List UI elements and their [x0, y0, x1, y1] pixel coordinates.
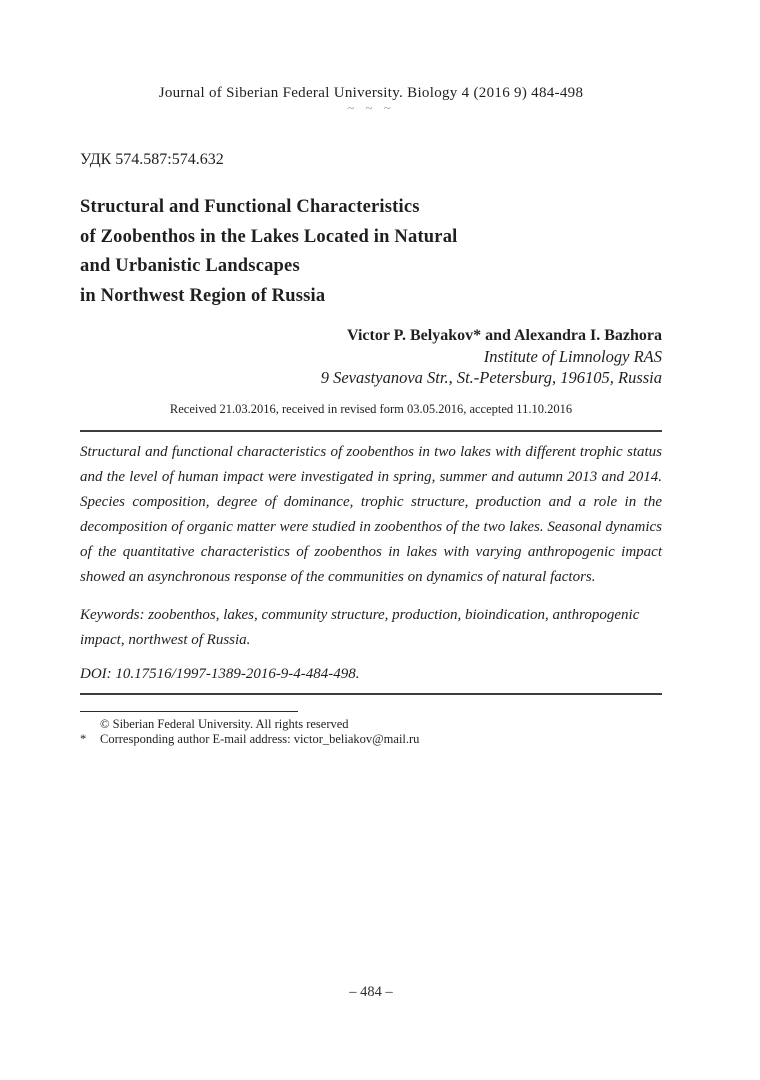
- copyright-text: © Siberian Federal University. All rights reserved: [100, 717, 349, 731]
- tilde-separator: ~ ~ ~: [347, 100, 395, 115]
- article-title-line-2: of Zoobenthos in the Lakes Located in Natural: [80, 226, 458, 247]
- udc-code: УДК 574.587:574.632: [80, 151, 224, 168]
- corresponding-author-text: Corresponding author E-mail address: victor_beliakov@mail.ru: [100, 732, 420, 746]
- corresponding-author-line: [80, 732, 662, 747]
- divider-top: [80, 430, 662, 432]
- affiliation-address: 9 Sevastyanova Str., St.-Petersburg, 196105, Russia: [320, 368, 662, 387]
- copyright-line: [80, 717, 662, 732]
- abstract-text: Structural and functional characteristics of zoobenthos in two lakes with different trophic status and the level of human impact were investigated in spring, summer and autumn 2013 and 2014. Species composition, degree of dominance, trophic structure, production and a role in the decomposition of organic matter were studied in zoobenthos of the two lakes. Seasonal dynamics of the quantitative characteristics of zoobenthos in lakes with varying anthropogenic impact showed an asynchronous response of the communities on dynamics of natural factors.: [80, 444, 662, 585]
- footnote-asterisk: *: [80, 732, 87, 746]
- doi-text: DOI: 10.17516/1997-1389-2016-9-4-484-498.: [80, 666, 360, 682]
- article-title-line-1: Structural and Functional Characteristics: [80, 197, 420, 217]
- article-front-matter: [80, 430, 662, 695]
- divider-bottom: [80, 693, 662, 695]
- footnote-block: [80, 711, 662, 747]
- page-number: – 484 –: [349, 984, 393, 1000]
- article-title-line-4: in Northwest Region of Russia: [80, 285, 326, 306]
- article-title: [80, 193, 662, 311]
- article-title-line-3: and Urbanistic Landscapes: [80, 256, 300, 276]
- received-dates: Received 21.03.2016, received in revised form 03.05.2016, accepted 11.10.2016: [169, 402, 573, 416]
- footnote-indent: [80, 717, 100, 732]
- keywords-text: Keywords: zoobenthos, lakes, community structure, production, bioindication, anthropogenic impact, northwest of Russia.: [80, 607, 640, 648]
- affiliation: Institute of Limnology RAS: [483, 347, 662, 366]
- journal-header: Journal of Siberian Federal University. Biology 4 (2016 9) 484-498: [158, 85, 584, 101]
- authors-block: [80, 325, 662, 388]
- author-names: Victor P. Belyakov* and Alexandra I. Bazhora: [347, 327, 662, 344]
- footnote-divider: [80, 711, 298, 712]
